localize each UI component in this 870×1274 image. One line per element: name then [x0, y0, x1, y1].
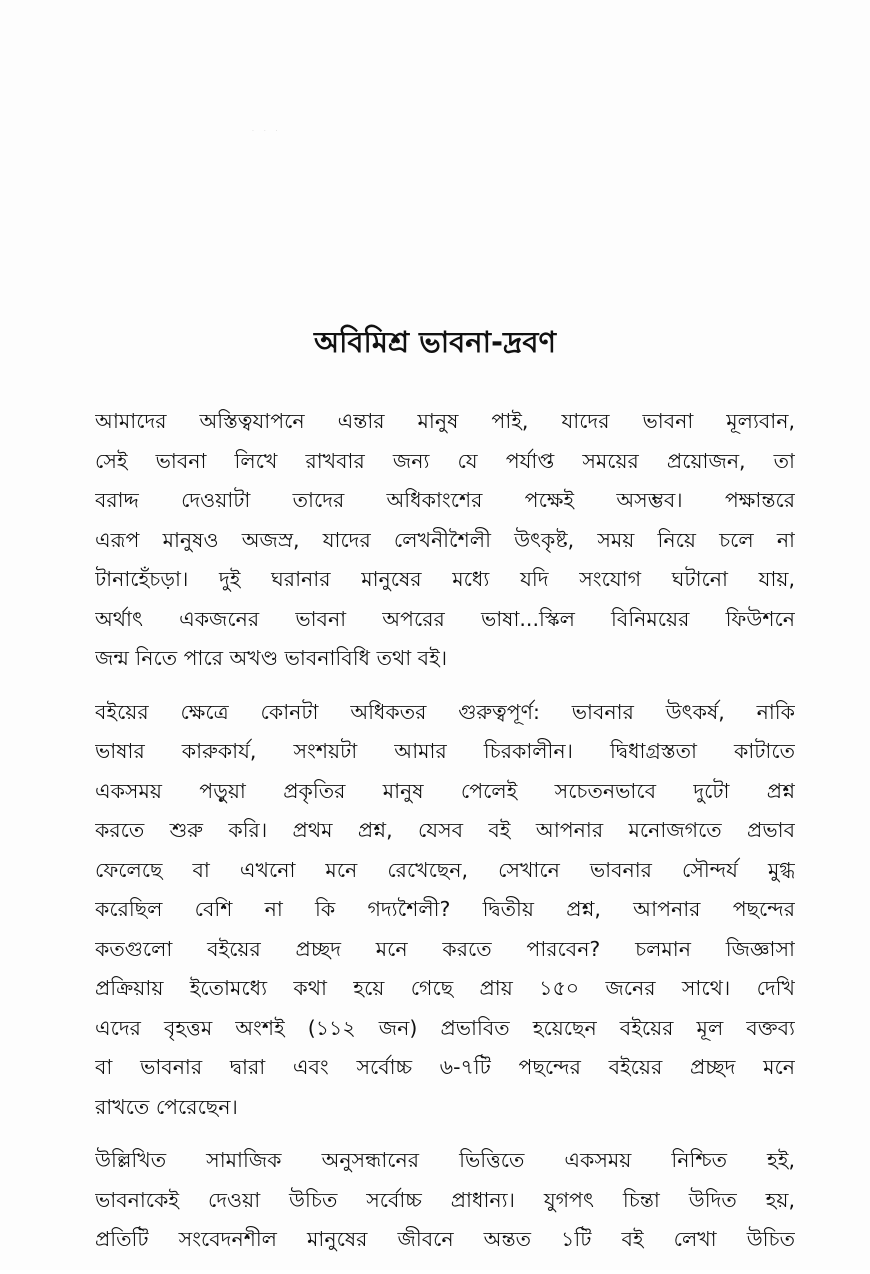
text-line: এরূপ মানুষও অজস্র, যাদের লেখনীশৈলী উৎকৃষ্ট, সময় নিয়ে চলে না — [95, 527, 795, 552]
text-line: বইয়ের ক্ষেত্রে কোনটা অধিকতর গুরুত্বপূর্ণ: ভাবনার উৎকর্ষ, নাকি — [95, 699, 795, 724]
text-line: বরাদ্দ দেওয়াটা তাদের অধিকাংশের পক্ষেই অসম্ভব। পক্ষান্তরে — [95, 488, 795, 512]
text-line: রাখতে পেরেছেন। — [95, 1094, 238, 1119]
text-line: বা ভাবনার দ্বারা এবং সর্বোচ্চ ৬-৭টি পছন্দের বইয়ের প্রচ্ছদ মনে — [95, 1055, 795, 1079]
text-line: জন্ম নিতে পারে অখণ্ড ভাবনাবিধি তথা বই। — [95, 646, 448, 670]
paragraph-2 — [95, 693, 795, 1128]
page-title: অবিমিশ্র ভাবনা-দ্রবণ — [314, 325, 556, 359]
text-line: আমাদের অস্তিত্বযাপনে এন্তার মানুষ পাই, যাদের ভাবনা মূল্যবান, — [95, 409, 795, 433]
text-line: টানাহেঁচড়া। দুই ঘরানার মানুষের মধ্যে যদি সংযোগ ঘটানো যায়, — [95, 567, 795, 591]
body-text — [95, 402, 795, 1274]
text-line: প্রক্রিয়ায় ইতোমধ্যে কথা হয়ে গেছে প্রায় ১৫০ জনের সাথে। দেখি — [95, 976, 795, 1000]
text-line: সেই ভাবনা লিখে রাখবার জন্য যে পর্যাপ্ত সময়ের প্রয়োজন, তা — [95, 448, 795, 473]
text-line: ভাবনাকেই দেওয়া উচিত সর্বোচ্চ প্রাধান্য। যুগপৎ চিন্তা উদিত হয়, — [95, 1187, 795, 1212]
text-line: প্রতিটি সংবেদনশীল মানুষের জীবনে অন্তত ১টি বই লেখা উচিত — [95, 1227, 795, 1251]
text-line: ভাষার কারুকার্য, সংশয়টা আমার চিরকালীন। দ্বিধাগ্রস্ততা কাটাতে — [95, 739, 795, 763]
text-line: অর্থাৎ একজনের ভাবনা অপরের ভাষা...স্কিল বিনিময়ের ফিউশনে — [95, 606, 795, 631]
text-line: কতগুলো বইয়ের প্রচ্ছদ মনে করতে পারবেন? চলমান জিজ্ঞাসা — [95, 936, 795, 961]
text-line: করেছিল বেশি না কি গদ্যশৈলী? দ্বিতীয় প্রশ্ন, আপনার পছন্দের — [95, 897, 795, 921]
print-speck: · · · — [252, 128, 282, 135]
text-line: একসময় পড়ুয়া প্রকৃতির মানুষ পেলেই সচেতনভাবে দুটো প্রশ্ন — [95, 778, 795, 803]
text-line: উল্লিখিত সামাজিক অনুসন্ধানের ভিত্তিতে একসময় নিশ্চিত হই, — [95, 1148, 795, 1172]
text-line: করতে শুরু করি। প্রথম প্রশ্ন, যেসব বই আপনার মনোজগতে প্রভাব — [95, 818, 795, 842]
text-line: এদের বৃহত্তম অংশই (১১২ জন) প্রভাবিত হয়েছেন বইয়ের মূল বক্তব্য — [95, 1015, 795, 1040]
text-line: ফেলেছে বা এখনো মনে রেখেছেন, সেখানে ভাবনার সৌন্দর্য মুগ্ধ — [95, 857, 795, 882]
paragraph-1 — [95, 402, 795, 679]
paragraph-3 — [95, 1141, 795, 1260]
